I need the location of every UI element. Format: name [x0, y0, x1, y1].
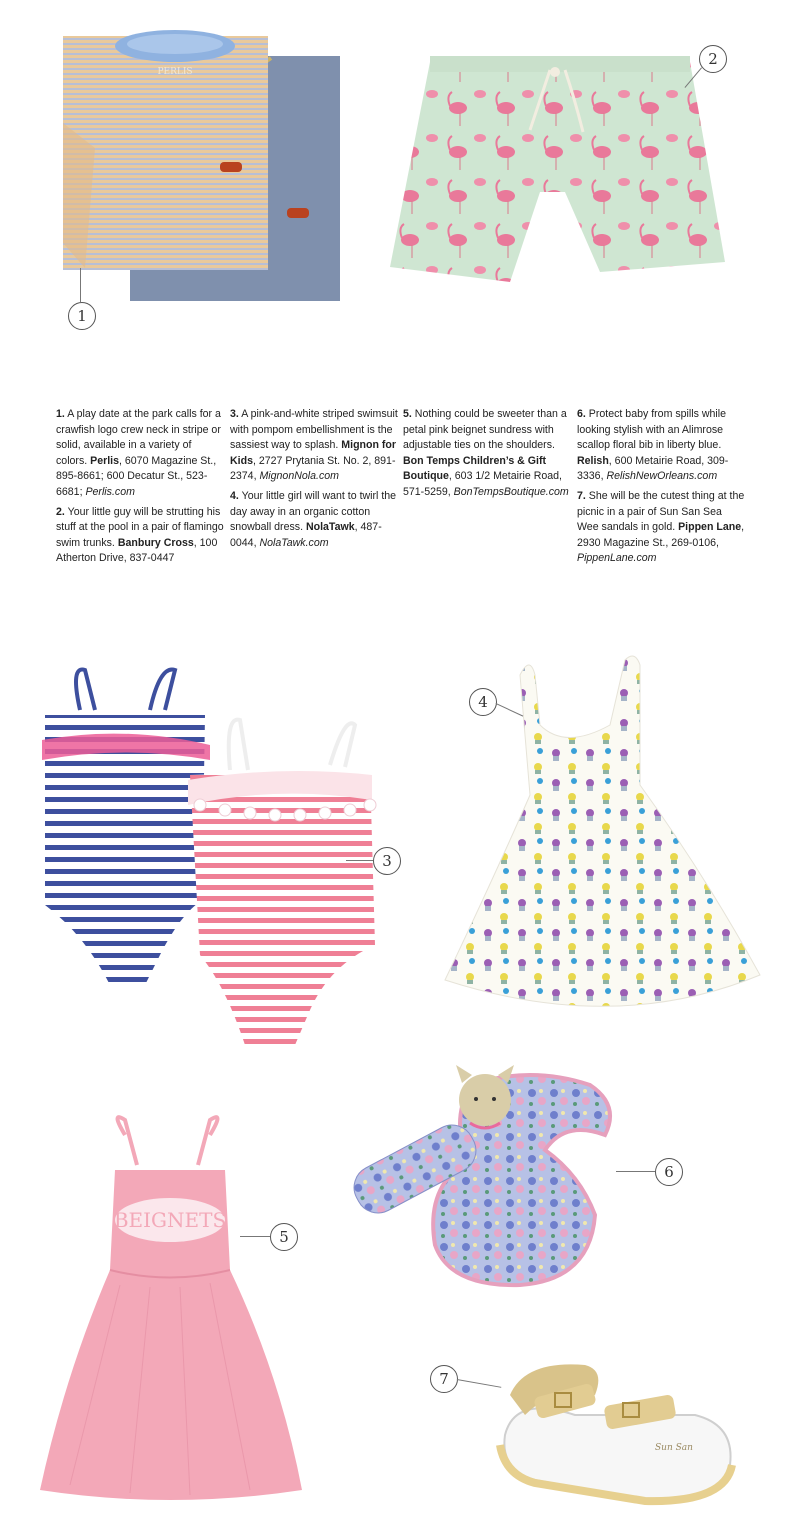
sun-san-logo-text: Sun San	[655, 1443, 693, 1453]
callout-6: 6	[655, 1158, 683, 1186]
perlis-label-text: PERLIS	[157, 67, 193, 77]
text-column-2	[230, 407, 398, 555]
floral-bib-image	[350, 1065, 620, 1290]
callout-1-leader	[80, 268, 81, 302]
text-column-3	[403, 407, 571, 505]
callout-6-leader	[616, 1171, 655, 1172]
beignets-sundress-image	[40, 1115, 305, 1500]
product-6-description: 6. Protect baby from spills while looking stylish with an Alimrose scallop floral bib in liberty blue. Relish, 600 Metairie Road, 309-3336, RelishNewOrleans.com	[577, 408, 729, 483]
callout-3: 3	[373, 847, 401, 875]
beignets-print-text: BEIGNETS	[113, 1208, 227, 1232]
callout-7: 7	[430, 1365, 458, 1393]
callout-4: 4	[469, 688, 497, 716]
product-2-description: 2. Your little guy will be strutting his stuff at the pool in a pair of flamingo swim trunks. Banbury Cross, 100 Atherton Drive, 837-0447	[56, 505, 224, 565]
callout-3-leader	[346, 860, 373, 861]
callout-2: 2	[699, 45, 727, 73]
product-5-description: 5. Nothing could be sweeter than a petal pink beignet sundress with adjustable ties on the shoulders. Bon Temps Children’s & Gift Boutique, 603 1/2 Metairie Road, 571-5259, BonTempsBoutique.com	[403, 408, 569, 498]
striped-swimsuits-image	[30, 665, 380, 1050]
product-4-description: 4. Your little girl will want to twirl the day away in an organic cotton snowball dress. NolaTawk, 487-0044, NolaTawk.com	[230, 489, 397, 549]
text-column-4	[577, 407, 745, 571]
crawfish-tee-image	[55, 28, 350, 308]
product-7-description: 7. She will be the cutest thing at the picnic in a pair of Sun San Sea Wee sandals in gold. Pippen Lane, 2930 Magazine St., 269-0106, PippenLane.com	[577, 489, 745, 565]
product-3-description: 3. A pink-and-white striped swimsuit with pompom embellishment is the sassiest way to splash. Mignon for Kids, 2727 Prytania St. No. 2, 891-2374, MignonNola.com	[230, 408, 398, 483]
callout-1: 1	[68, 302, 96, 330]
callout-5: 5	[270, 1223, 298, 1251]
flamingo-trunks-image	[390, 42, 725, 297]
callout-5-leader	[240, 1236, 270, 1237]
text-column-1	[56, 407, 224, 571]
product-1-description: 1. A play date at the park calls for a crawfish logo crew neck in stripe or solid, available in a variety of colors. Perlis, 6070 Magazine St., 895-8661; 600 Decatur St., 523-6681; Perlis.com	[56, 408, 221, 498]
gold-sandals-image	[495, 1355, 735, 1505]
